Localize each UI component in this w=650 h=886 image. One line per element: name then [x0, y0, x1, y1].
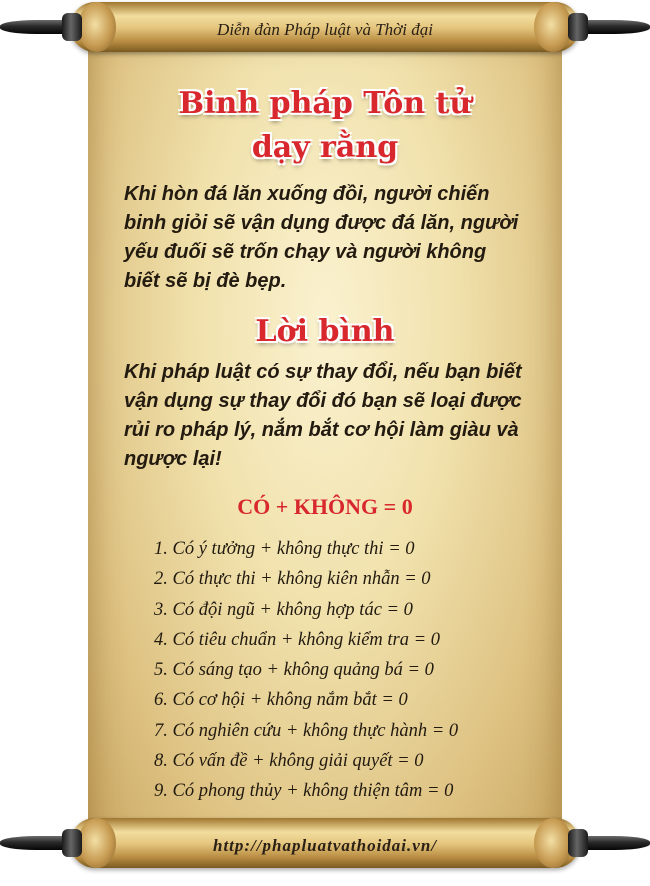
list-item: 5. Có sáng tạo + không quảng bá = 0 — [154, 660, 434, 681]
source-header: Diễn đàn Pháp luật và Thời đại — [217, 20, 433, 39]
list-item: 9. Có phong thủy + không thiện tâm = 0 — [154, 781, 454, 802]
list-item: 4. Có tiêu chuẩn + không kiểm tra = 0 — [154, 629, 440, 650]
main-title-line-1: Binh pháp Tôn tử — [178, 86, 472, 121]
comment-paragraph: Khi pháp luật có sự thay đổi, nếu bạn biết vận dụng sự thay đổi đó bạn sẽ loại được rủi ro pháp lý, nắm bắt cơ hội làm giàu và ngược lại! — [124, 361, 522, 470]
main-title-line-2: dạy rằng — [251, 130, 399, 165]
quote-paragraph: Khi hòn đá lăn xuống đồi, người chiến binh giỏi sẽ vận dụng được đá lăn, người yếu đuối sẽ trốn chạy và người không biết sẽ bị đè bẹp. — [124, 183, 519, 292]
list-item: 8. Có vấn đề + không giải quyết = 0 — [154, 751, 424, 772]
footer-url: http://phapluatvathoidai.vn/ — [212, 836, 437, 855]
list-item: 7. Có nghiên cứu + không thực hành = 0 — [154, 720, 459, 741]
comment-title: Lời bình — [255, 314, 395, 349]
list-item: 3. Có đội ngũ + không hợp tác = 0 — [154, 599, 413, 620]
list-item: 1. Có ý tưởng + không thực thi = 0 — [154, 539, 415, 559]
list-item: 6. Có cơ hội + không nắm bắt = 0 — [154, 690, 408, 711]
list-item: 2. Có thực thi + không kiên nhẫn = 0 — [154, 569, 431, 590]
main-title — [100, 82, 550, 170]
formula-heading: CÓ + KHÔNG = 0 — [237, 494, 413, 519]
formula-list — [154, 534, 534, 807]
